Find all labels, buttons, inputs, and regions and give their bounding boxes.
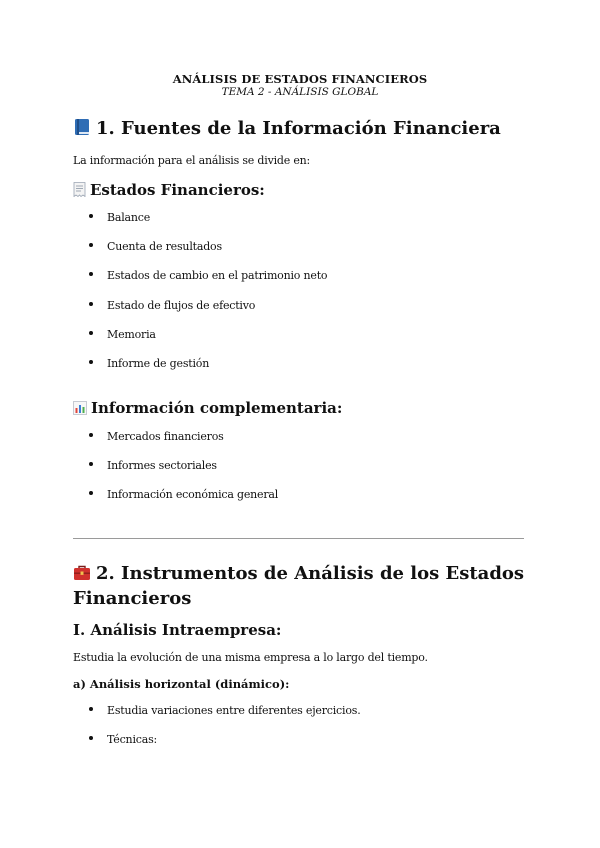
informacion-complementaria-heading-text: Información complementaria: [91,399,343,417]
bullet-dot [89,243,93,247]
blue-book-icon [73,118,91,142]
analisis-intraempresa-heading: I. Análisis Intraempresa: [73,621,282,639]
list-item-text: Información económica general [107,488,279,501]
bullet-dot [89,214,93,218]
bullet-dot [89,360,93,364]
list-item [89,299,255,313]
list-item [89,269,327,283]
list-item-text: Estado de flujos de efectivo [107,299,256,312]
list-item-text: Informe de gestión [107,357,210,370]
list-item-text: Estudia variaciones entre diferentes ejercicios. [107,704,361,717]
list-item-text: Técnicas: [107,733,158,746]
bullet-dot [89,272,93,276]
list-item [89,357,209,371]
section-1-heading-text: 1. Fuentes de la Información Financiera [96,118,501,139]
bullet-dot [89,331,93,335]
estados-financieros-heading [73,180,265,202]
document-subtitle: TEMA 2 - ANÁLISIS GLOBAL [221,86,379,98]
list-item-text: Informes sectoriales [107,459,217,472]
section-2-heading-text: 2. Instrumentos de Análisis de los Estados Financieros [73,563,525,609]
bullet-dot [89,462,93,466]
bullet-dot [89,433,93,437]
list-item-text: Balance [107,211,151,224]
informacion-complementaria-heading [73,398,342,420]
list-item-text: Memoria [107,328,156,341]
bullet-dot [89,302,93,306]
document-title: ANÁLISIS DE ESTADOS FINANCIEROS [172,72,428,86]
receipt-icon [73,182,86,202]
section-2-intro: Estudia la evolución de una misma empresa a lo largo del tiempo. [73,651,428,664]
list-item [89,488,278,502]
horizontal-rule [73,538,524,539]
list-item [89,240,222,254]
bar-chart-icon [73,400,87,420]
toolbox-icon [73,564,91,587]
list-item [89,430,224,444]
bullet-dot [89,707,93,711]
section-1-heading [73,117,543,142]
list-item [89,211,150,225]
analisis-horizontal-heading: a) Análisis horizontal (dinámico): [73,677,290,691]
bullet-dot [89,736,93,740]
list-item [89,733,157,747]
list-item-text: Mercados financieros [107,430,224,443]
bullet-dot [89,491,93,495]
list-item [89,704,361,718]
section-2-heading [73,562,543,610]
list-item [89,459,217,473]
list-item-text: Cuenta de resultados [107,240,222,253]
list-item [89,328,156,342]
list-item-text: Estados de cambio en el patrimonio neto [107,269,328,282]
section-1-intro: La información para el análisis se divide en: [73,154,311,167]
estados-financieros-heading-text: Estados Financieros: [90,181,265,199]
